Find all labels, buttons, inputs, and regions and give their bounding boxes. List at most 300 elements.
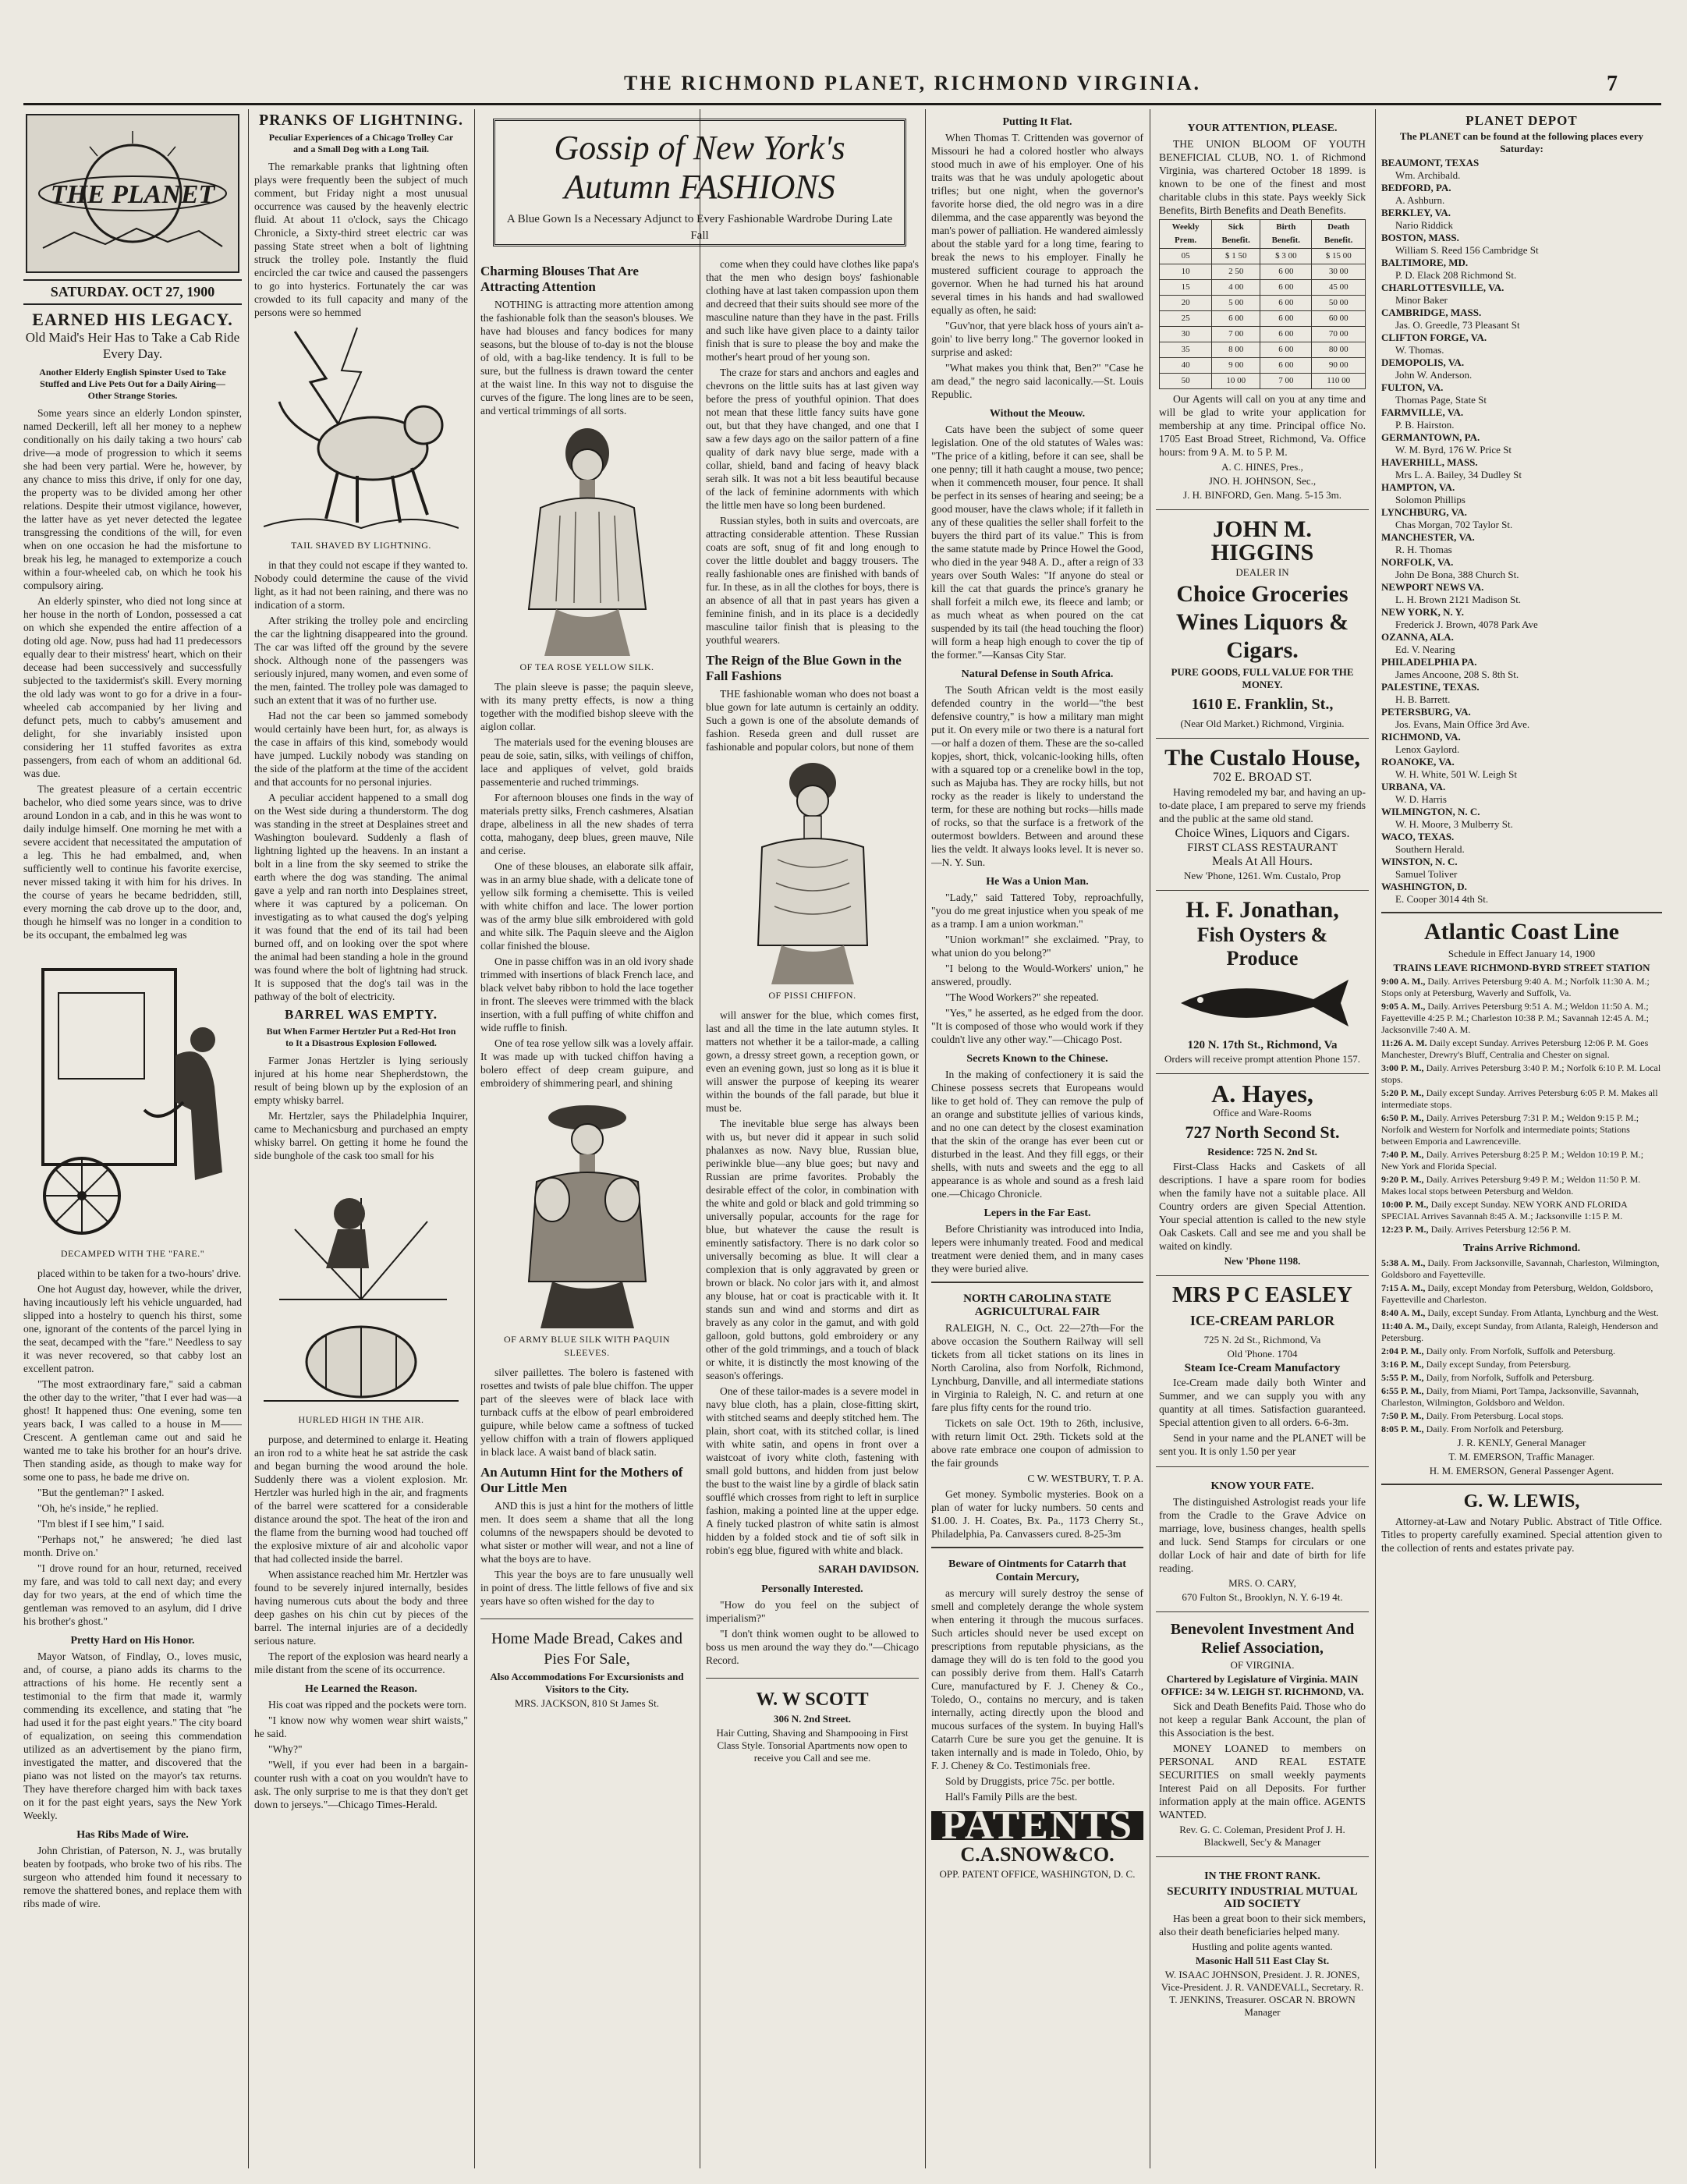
subheading: Pretty Hard on His Honor. [70, 1635, 195, 1647]
schedule-entry [1381, 1257, 1662, 1281]
depot-city: FULTON, VA. [1381, 381, 1444, 393]
table-cell: 60 00 [1312, 311, 1366, 327]
article-deck: But When Farmer Hertzler Put a Red-Hot Iron to It a Disastrous Explosion Followed. [266, 1026, 456, 1048]
ad-body: Ice-Cream made daily both Winter and Summer, and we can supply you with any quantity at all times. Satisfaction guaranteed. Special attention given to all orders. 6-6-3m. [1159, 1377, 1366, 1428]
union-bloom-club-ad [1156, 109, 1369, 510]
astrologist-ad [1156, 1467, 1369, 1612]
illustration-caption: OF TEA ROSE YELLOW SILK. [519, 661, 654, 672]
illustration-caption: TAIL SHAVED BY LIGHTNING. [291, 540, 431, 551]
table-cell: 6 00 [1260, 358, 1312, 374]
table-cell: 10 [1160, 264, 1212, 280]
schedule-entry [1381, 1087, 1662, 1111]
depot-agent: P. B. Hairston. [1395, 419, 1455, 431]
illustration-caption: HURLED HIGH IN THE AIR. [298, 1414, 424, 1425]
depot-city: DEMOPOLIS, VA. [1381, 356, 1465, 368]
schedule-entry [1381, 1346, 1662, 1357]
schedule-time: 3:00 P. M., [1381, 1062, 1427, 1073]
depot-agent: W. H. White, 501 W. Leigh St [1395, 768, 1517, 780]
subheading: Has Ribs Made of Wire. [76, 1829, 189, 1841]
paragraph: "Lady," said Tattered Toby, reproachfully, "you do me great injustice when you speak of me as a tramp. I am a union workman." [931, 892, 1143, 930]
schedule-text: Daily except Sunday. Arrives Petersburg 6:05 P. M. Makes all intermediate stops. [1381, 1087, 1658, 1110]
ad-address: MRS. JACKSON, 810 St James St. [515, 1697, 659, 1709]
schedule-time: 6:50 P. M., [1381, 1112, 1427, 1123]
schedule-entry [1381, 1321, 1662, 1344]
table-header: Death Benefit. [1312, 220, 1366, 249]
paragraph: The inevitable blue serge has always been with us, but never did it appear in such solid phalanxes as now. Navy blue, Russian blue, periwinkle blue—any blue goes; but navy and Russian are prime favorites. Probably the desirable effect of the color, in combination with the white and gold or black and gold trimming so universally popular, accounts for the rage for blue, but whatever the cause the result is eminently satisfactory. There is no dark color so universally becoming as blue. It will clear a complexion that is only aggravated by green or brown or black. No color jars with it, and almost any blouse, hat or coat is practicable with it. It stands sun and wind and storms and dirt as bravely as any color in the gamut, and with gold galloon, gold buttons, gold embroidery or any other of the gold trimmings, and a touch of black or white, it is distinctly the most knowing of the season's offerings. [706, 1118, 919, 1381]
schedule-text: Daily except Sunday. NEW YORK AND FLORIDA SPECIAL Arrives Savannah 8:45 A. M.; Jacksonville 1:15 P. M. [1381, 1199, 1628, 1221]
schedule-entry [1381, 1112, 1662, 1147]
depot-city: PHILADELPHIA PA. [1381, 656, 1477, 668]
railroad-officer: J. R. KENLY, General Manager [1457, 1437, 1586, 1448]
table-cell: 70 00 [1312, 327, 1366, 342]
table-cell: 35 [1160, 342, 1212, 358]
article-subdeck: Another Elderly English Spinster Used to Take Stuffed and Live Pets Out for a Daily Airing—Other Strange Stories. [39, 367, 226, 401]
paragraph: Get money. Symbolic mysteries. Book on a plan of water for lucky numbers. 50 cents and $1.00. J. H. Coates, Bx. Pa., 1173 Cherry St., Philadelphia, Pa. Canvassers cured. 8-25-3m [931, 1488, 1143, 1540]
ad-body: First-Class Hacks and Caskets of all descriptions. I have a spare room for bodies when the family have not a suitable place. All Country orders are given Special Attention. Your special attention is called to the new style Oak Caskets. Call and see me and you shall be waited on kindly. [1159, 1161, 1366, 1252]
schedule-time: 2:04 P. M., [1381, 1346, 1427, 1356]
paragraph: "I belong to the Would-Workers' union," he answered, proudly. [931, 963, 1143, 987]
table-row [1160, 327, 1366, 342]
notice-title: Beware of Ointments for Catarrh that Contain Mercury, [948, 1558, 1126, 1583]
ad-headline: G. W. LEWIS, [1463, 1491, 1580, 1512]
ad-body: The distinguished Astrologist reads your life from the Cradle to the Grave Advice on marriage, love, business changes, health spells and luck. Send Stamps for circulars or one dollar Lock of hair and date of birth for life reading. [1159, 1496, 1366, 1574]
arrivals-list [1381, 1257, 1662, 1435]
ad-address: 670 Fulton St., Brooklyn, N. Y. 6-19 4t. [1182, 1591, 1343, 1603]
depot-city: FARMVILLE, VA. [1381, 406, 1464, 418]
table-header: Birth Benefit. [1260, 220, 1312, 249]
depot-city: BEAUMONT, TEXAS [1381, 157, 1480, 168]
fashion-illustration-army-blue-silk [498, 1094, 677, 1328]
column-6-advertisements [1156, 109, 1369, 2168]
article-title: PRANKS OF LIGHTNING. [258, 112, 464, 129]
table-row [1160, 296, 1366, 311]
table-row [1160, 358, 1366, 374]
paragraph: Sold by Druggists, price 75c. per bottle. [945, 1775, 1115, 1787]
depot-city: WACO, TEXAS. [1381, 831, 1455, 842]
schedule-effective: Schedule in Effect January 14, 1900 [1448, 948, 1596, 959]
custalo-house-ad [1156, 739, 1369, 891]
column-divider [925, 109, 926, 2168]
table-cell: 25 [1160, 311, 1212, 327]
fashion-illustration-yellow-silk [498, 422, 677, 656]
column-4 [706, 257, 919, 2168]
paragraph: "Yes," he asserted, as he edged from the door. "It is composed of those who would work if they couldn't live any other way."—Chicago Post. [931, 1007, 1143, 1045]
schedule-text: Daily. Arrives Petersburg 8:25 P. M.; Weldon 10:19 P. M.; New York and Florida Special. [1381, 1149, 1644, 1172]
column-1 [23, 109, 242, 2168]
paragraph: in that they could not escape if they wanted to. Nobody could determine the cause of the vivid light, as it had not been raining, and there was no indication of a storm. [254, 559, 468, 611]
depot-agent: Lenox Gaylord. [1395, 743, 1460, 755]
article-deck: Peculiar Experiences of a Chicago Trolley Car and a Small Dog with a Long Tail. [268, 132, 454, 154]
ad-address: 727 North Second St. [1185, 1122, 1340, 1142]
depot-agent: Mrs L. A. Bailey, 34 Dudley St [1395, 469, 1522, 480]
paragraph: One in passe chiffon was in an old ivory shade trimmed with insertions of black French lace, and black velvet baby ribbon to hold the lace together in front. The sleeves were trimmed with the black insertion, with a full puffing of white chiffon and wide ruffle to finish. [480, 956, 693, 1034]
depot-agent: P. D. Elack 208 Richmond St. [1395, 269, 1517, 281]
depot-city: WILMINGTON, N. C. [1381, 806, 1480, 817]
table-row [1160, 264, 1366, 280]
paragraph: Had not the car been so jammed somebody would certainly have been hurt, for, as always is the case in affairs of this kind, somebody would have jumped. Luckily nobody was standing on the side of the platform at the time of the accident and that accounts for no personal injuries. [254, 710, 468, 788]
depot-city: URBANA, VA. [1381, 781, 1446, 792]
illustration-caption: OF ARMY BLUE SILK WITH PAQUIN SLEEVES. [503, 1334, 671, 1358]
paragraph: "The Wood Workers?" she repeated. [945, 991, 1099, 1003]
table-cell: 15 [1160, 280, 1212, 296]
schedule-text: Daily. Arrives Petersburg 9:51 A. M.; Weldon 11:50 A. M.; Fayetteville 4:25 P. M.; Charleston 10:38 P. M.; Savannah 12:45 A. M.; Jacksonville 7:40 A. M. [1381, 1001, 1649, 1035]
illustration-caption: DECAMPED WITH THE "FARE." [60, 1248, 205, 1259]
issue-date: SATURDAY. OCT 27, 1900 [23, 279, 242, 305]
depot-agent: John W. Anderson. [1395, 369, 1473, 381]
schedule-text: Daily. Arrives Petersburg 7:31 P. M.; Weldon 9:15 P. M.; Norfolk and Western for Norfolk and intermediate points; Stations between Emporia and Lawrenceville. [1381, 1112, 1639, 1147]
table-cell: 7 00 [1260, 374, 1312, 389]
ad-address: Masonic Hall 511 East Clay St. [1195, 1955, 1330, 1966]
table-cell: 7 00 [1212, 327, 1260, 342]
table-cell: 30 00 [1312, 264, 1366, 280]
depot-city: NEW YORK, N. Y. [1381, 606, 1464, 618]
fish-icon [1165, 972, 1360, 1034]
paragraph: One of these tailor-mades is a severe model in navy blue cloth, has a plain, close-fitting skirt, with stitched seams and deeply stitched hem. The plain, short coat, with its stitched collar, is lined with white satin, and opens in front over a waistcoat of ivory white cloth, fastening with small gold buttons, and hidden from just below the bust to the waist line by a girdle of black satin soufflé which crosses from right to left in surplice fashion, making a pointed line at the upper edge. A finely tucked plastron of white satin is almost hidden by a folded stock and tie of soft silk in robin's egg blue, figured with white and black. [706, 1385, 919, 1556]
table-row [1160, 374, 1366, 389]
depot-city: PETERSBURG, VA. [1381, 706, 1471, 718]
ad-signature: Rev. G. C. Coleman, President Prof J. H. Blackwell, Sec'y & Manager [1179, 1824, 1345, 1848]
paragraph: After striking the trolley pole and encircling the car the lightning disappeared into the ground. The car was lifted off the ground by the severe shock. Although none of the passengers was seriously injured, many women, and even some of the men, fainted. The trolley pole was damaged to such an extent that it was of no further use. [254, 615, 468, 706]
schedule-time: 12:23 P. M., [1381, 1224, 1431, 1235]
schedule-time: 5:38 A. M., [1381, 1257, 1428, 1268]
ad-body: THE UNION BLOOM OF YOUTH BENEFICIAL CLUB, NO. 1. of Richmond Virginia, was chartered October 18 1899. is known to be one of the finest and most charitable clubs in this state. Pays weekly Sick Benefits, Birth Benefits and Death Benefits. [1159, 138, 1366, 216]
ad-body: Hustling and polite agents wanted. [1192, 1941, 1333, 1952]
ad-body: Has been a great boon to their sick members, also their death beneficiaries helped many. [1159, 1913, 1366, 1938]
article-deck: Old Maid's Heir Has to Take a Cab Ride Every Day. [25, 330, 240, 361]
ad-goods: Choice Wines, Liquors and Cigars. [1175, 827, 1350, 840]
paragraph: "Guv'nor, that yere black hoss of yours ain't a-goin' to live berry long." The governor looked in surprise and asked: [931, 320, 1143, 358]
paragraph: "I'm blest if I see him," I said. [37, 1518, 165, 1530]
cab-illustration [27, 946, 238, 1243]
subheading: Without the Meouw. [989, 408, 1086, 420]
ad-body: Send in your name and the PLANET will be sent you. It is only 1.50 per year [1159, 1432, 1366, 1457]
schedule-text: Daily. From Jacksonville, Savannah, Charleston, Wilmington, Goldsboro and Fayetteville. [1381, 1257, 1660, 1280]
column-3 [480, 257, 693, 2168]
paragraph: "Oh, he's inside," he replied. [37, 1502, 159, 1514]
schedule-text: Daily, from Miami, Port Tampa, Jacksonville, Savannah, Charleston, Wilmington, Goldsboro and Weldon. [1381, 1385, 1639, 1408]
depot-agent: Thomas Page, State St [1395, 394, 1487, 406]
schedule-time: 10:00 P. M., [1381, 1199, 1431, 1210]
patents-ad [931, 1803, 1143, 1881]
ad-address: 120 N. 17th St., Richmond, Va [1187, 1039, 1338, 1051]
depot-city: HAMPTON, VA. [1381, 481, 1455, 493]
depot-agent: W. M. Byrd, 176 W. Price St [1395, 444, 1512, 456]
ad-headline: JOHN M. HIGGINS [1210, 516, 1314, 566]
schedule-text: Daily, except Sunday, from Atlanta, Raleigh, Henderson and Petersburg. [1381, 1321, 1658, 1343]
depot-agent: James Ancoone, 208 S. 8th St. [1395, 668, 1519, 680]
depot-agent: Samuel Toliver [1395, 868, 1458, 880]
schedule-time: 5:20 P. M., [1381, 1087, 1427, 1098]
depot-agent: L. H. Brown 2121 Madison St. [1395, 594, 1522, 605]
paragraph: "I drove round for an hour, returned, received my fare, and was told to call next day; and every day for two years, at the end of which time the gentleman was removed to an asylum, did I drive his brother's ghost." [23, 1562, 242, 1627]
ad-address: (Near Old Market.) Richmond, Virginia. [1180, 718, 1345, 729]
paragraph: "What makes you think that, Ben?" "Case he am dead," the negro said laconically.—St. Louis Republic. [931, 362, 1143, 400]
column-divider [474, 109, 475, 2168]
paragraph: Russian styles, both in suits and overcoats, are attracting considerable attention. These Russian coats are soft, snug of fit and long enough to cover the little doublet and baggy trousers. The really fashionable ones are finished with bands of fur. In these, as in all the clothes for boys, there is an absence of all that in past years has given a feminine finish, and in its place is a decidedly masculine tailor finish that is pleasing to the youthful wearers. [706, 515, 919, 646]
schedule-entry [1381, 1174, 1662, 1197]
paragraph: When Thomas T. Crittenden was governor of Missouri he had a colored hostler who always stood much in awe of his employer. One of his traits was that he was unduly apologetic about trifles; but one night, when the governor's favorite horse died, the old negro was in a dire dilemma, and the case apparently was beyond the man's power of palliation. He wandered aimlessly about the stable yard for a long time, fearing to break the news to his employer. Finally he mustered sufficient courage to approach the governor. When he had turned his hat around several times in his hands and had swallowed equally as often, he said: [931, 132, 1143, 316]
table-cell: 45 00 [1312, 280, 1366, 296]
subheading: He Learned the Reason. [305, 1683, 417, 1695]
schedule-text: Daily. From Norfolk and Petersburg. [1426, 1424, 1564, 1434]
depot-city: BALTIMORE, MD. [1381, 257, 1469, 268]
ad-goods: Fish Oysters & Produce [1196, 924, 1328, 970]
table-cell: 10 00 [1212, 374, 1260, 389]
paragraph: A peculiar accident happened to a small dog on the West side during a thunderstorm. The dog was standing in the street at Desplaines street and Washington boulevard. Suddenly a flash of lightning lighted up the heavens. In an instant a bolt in a line from the sky seemed to strike the earth where the dog was standing. The animal gave a yelp and ran north into Desplaines street, where it was captured by a policeman. On investigating as to what caused the dog's yelping it was found that the end of its tail had been burned off, and on looking over the spot where the animal had been standing a hole in the ground was found where the bolt of lightning had struck. It is supposed that the dog's tail was in the pathway of the bolt of electricity. [254, 792, 468, 1002]
column-5 [931, 109, 1143, 2168]
paragraph: One of tea rose yellow silk was a lovely affair. It was made up with tucked chiffon having a bolero effect of deep cream guipure, and embroidery of shimmering pearl, and shining [480, 1037, 693, 1089]
column-divider [1375, 109, 1376, 2168]
masthead-lettering: THE PLANET [50, 180, 215, 209]
depot-agent: E. Cooper 3014 4th St. [1395, 893, 1489, 905]
paragraph: In the making of confectionery it is said the Chinese possess secrets that Europeans would like to get hold of. They can remove the pulp of an orange and substitute jellies of various kinds, and no one can detect by the closest examination that the skin of the orange has ever been cut or disturbed in the least. And they fill eggs, or their shells, with nuts and sweets and the egg to all appearance is as whole and sound as a fresh laid one.—Chicago Chronicle. [931, 1069, 1143, 1200]
table-row [1160, 342, 1366, 358]
schedule-entry [1381, 976, 1662, 999]
depot-agent: Jos. Evans, Main Office 3rd Ave. [1395, 718, 1530, 730]
ad-signature: MRS. O. CARY, [1228, 1577, 1296, 1589]
masthead-logo [26, 114, 239, 273]
depot-title: PLANET DEPOT [1465, 113, 1578, 128]
ad-address: 306 N. 2nd Street. [773, 1713, 852, 1725]
header-rule [23, 103, 1661, 105]
schedule-entry [1381, 1282, 1662, 1306]
table-cell: 90 00 [1312, 358, 1366, 374]
paragraph: Farmer Jonas Hertzler is lying seriously injured at his home near Shepherdstown, the result of being blown up by the explosion of an empty whisky barrel. [254, 1055, 468, 1106]
table-cell: 8 00 [1212, 342, 1260, 358]
depot-agent: Nario Riddick [1395, 219, 1454, 231]
ad-body: Also Accommodations For Excursionists and Visitors to the City. [490, 1671, 684, 1695]
paragraph: Before Christianity was introduced into India, lepers were inhumanly treated. Food and medical treatment were denied them, and in many cases they were buried alive. [931, 1223, 1143, 1275]
fashion-box-deck: A Blue Gown Is a Necessary Adjunct to Every Fashionable Wardrobe During Late Fall [506, 213, 893, 242]
depot-city: HAVERHILL, MASS. [1381, 456, 1478, 468]
schedule-text: Daily, from Norfolk, Suffolk and Petersburg. [1426, 1372, 1594, 1383]
schedule-entry [1381, 1385, 1662, 1409]
ad-phone: New 'Phone 1198. [1224, 1255, 1301, 1267]
depot-agent: Solomon Phillips [1395, 494, 1465, 505]
ad-goods: Steam Ice-Cream Manufactory [1184, 1362, 1341, 1374]
benevolent-association-ad [1156, 1612, 1369, 1857]
paragraph: Hall's Family Pills are the best. [945, 1791, 1078, 1803]
schedule-text: Daily. Arrives Petersburg 9:40 A. M.; Norfolk 11:30 A. M.; Stops only at Petersburg, Waverly and Suffolk, Va. [1381, 976, 1650, 998]
ad-label: ICE-CREAM PARLOR [1189, 1313, 1335, 1328]
depot-city: PALESTINE, TEXAS. [1381, 681, 1480, 693]
depot-city: BOSTON, MASS. [1381, 232, 1459, 243]
table-row [1160, 311, 1366, 327]
departures-list [1381, 976, 1662, 1236]
table-cell: 05 [1160, 249, 1212, 264]
depot-intro: The PLANET can be found at the following places every Saturday: [1399, 130, 1644, 154]
table-header: Sick Benefit. [1212, 220, 1260, 249]
ad-label: SECURITY INDUSTRIAL MUTUAL AID SOCIETY [1167, 1885, 1358, 1910]
ad-tagline: PURE GOODS, FULL VALUE FOR THE MONEY. [1171, 666, 1354, 690]
depot-agent: Frederick J. Brown, 4078 Park Ave [1395, 619, 1538, 630]
paragraph: The greatest pleasure of a certain eccentric bachelor, who died some years since, was to drive around London in a cab, and in this he was wont to daily indulge himself. One morning he met with a severe accident that necessitated the amputation of a leg. This he had embalmed, and, when sufficiently well to continue his favorite exercise, never missed taking it with him for his drives. In the course of years he became bedridden, still, every morning the cab drove up to the door, and, though he himself was no longer in a condition to be its occupant, the embalmed leg was [23, 783, 242, 941]
table-cell: 6 00 [1260, 311, 1312, 327]
ad-goods: Choice Groceries Wines Liquors & Cigars. [1175, 581, 1349, 663]
table-cell: 4 00 [1212, 280, 1260, 296]
schedule-text: Daily except Sunday. Arrives Petersburg 12:06 P. M. Goes Manchester, Drewry's Bluff, Centralia and Chester on signal. [1381, 1037, 1649, 1060]
paragraph: silver paillettes. The bolero is fastened with rosettes and twists of pale blue chiffon. The upper part of the sleeves were of black lace with turnback cuffs at the elbow of pearl embroidered guipure, while below came a softness of tucked yellow chiffon with a train of flowers appliqued in black lace. A waist band of black satin. [480, 1367, 693, 1458]
table-cell: 6 00 [1260, 342, 1312, 358]
railroad-officer: H. M. EMERSON, General Passenger Agent. [1429, 1465, 1614, 1477]
ad-signature: JNO. H. JOHNSON, Sec., [1208, 475, 1317, 487]
paragraph: NOTHING is attracting more attention among the fashionable folk than the season's blouses. We have had blouses and fancy bodices for many seasons, but the blouse of to-day is not the blouse of old, with a bag-like tendency. It is full to be sure, but the fullness is drawn toward the center at the waist line. In this way not to disguise the curves of the figure. The long lines are to be seen, and vertical trimmings of all sorts. [480, 299, 693, 417]
fashion-feature-box [477, 115, 922, 253]
article-title: An Autumn Hint for the Mothers of Our Little Men [480, 1465, 683, 1495]
depot-city: CAMBRIDGE, MASS. [1381, 307, 1482, 318]
paragraph: purpose, and determined to enlarge it. Heating an iron rod to a white heat he sat astride the cask and began burning the wood around the hole. Suddenly there was a violent explosion. Mr. Hertzler was hurled high in the air, and fragments of the barrel were scattered for a considerable distance around the spot. The heat of the iron and the flame from the burning wood had touched off the explosive mixture of air and alcoholic vapor that had collected inside the barrel. [254, 1434, 468, 1565]
ad-headline: H. F. Jonathan, [1186, 897, 1339, 923]
depot-agent: W. D. Harris [1395, 793, 1447, 805]
depot-list [1381, 157, 1662, 906]
table-cell: 50 [1160, 374, 1212, 389]
paragraph: When assistance reached him Mr. Hertzler was found to be severely injured internally, besides having numerous cuts about the body and three deep gashes on his chin cut by pieces of the barrel. The internal injuries are of a decidedly serious nature. [254, 1569, 468, 1647]
paragraph: One of these blouses, an elaborate silk affair, was in an army blue shade, with a delicate tone of yellow silk forming a chemisette. This is veiled with white chiffon and lace. The lower portion was of the army blue silk embroidered with gold and white silk. The Paquin sleeve and the Aiglon collar finished the blouse. [480, 860, 693, 952]
depot-city: BEDFORD, PA. [1381, 182, 1451, 193]
depot-agent: William S. Reed 156 Cambridge St [1395, 244, 1539, 256]
barrel-explosion-illustration [264, 1167, 459, 1409]
ad-address: 1610 E. Franklin, St., [1191, 696, 1334, 713]
paragraph: The South African veldt is the most easily defended country in the world—"the best defensive country," is how a military man might put it. On every mile or two there is a natural fort—or half a dozen of them. These are the so-called kopjes, short, thick, volcanic-looking hills, often with a squared top or a crenelike bowl in the top, such as Majuba has. They are rocky hills, but not rocky as the reader is likely to understand the term, for these are nothing but rocks—hills made of rocks, so that the surface is a fretwork of the outermost bowlders. Between and around these lies the veldt. It always looks level. It is never so.—N. Y. Sun. [931, 684, 1143, 868]
running-title: THE RICHMOND PLANET, RICHMOND VIRGINIA. [623, 72, 1202, 94]
schedule-text: Daily, except Monday from Petersburg, Weldon, Goldsboro, Fayetteville and Charleston. [1381, 1282, 1653, 1305]
column-2 [254, 109, 468, 2168]
schedule-time: 9:05 A. M., [1381, 1001, 1428, 1012]
table-cell: 9 00 [1212, 358, 1260, 374]
ad-headline: Home Made Bread, Cakes and Pies For Sale, [491, 1630, 682, 1668]
fashion-box-frame [493, 119, 906, 246]
ad-signature: W. ISAAC JOHNSON, President. J. R. JONES, Vice-President. J. R. VANDEVALL, Secretary. R. T. JENKINS, Treasurer. OSCAR N. BROWN Manager [1161, 1969, 1364, 2018]
ad-headline: IN THE FRONT RANK. [1204, 1870, 1320, 1882]
article-title: The Reign of the Blue Gown in the Fall Fashions [706, 653, 902, 683]
ad-body: Having remodeled my bar, and having an up-to-date place, I am prepared to serve my friends and the public at the same old stand. [1159, 786, 1366, 824]
higgins-ad [1156, 510, 1369, 739]
ad-label: Office and Ware-Rooms [1213, 1107, 1312, 1119]
ad-body: Orders will receive prompt attention Phone 157. [1164, 1053, 1360, 1065]
schedule-entry [1381, 1372, 1662, 1384]
paragraph: "Perhaps not," he answered; 'he died last month. Drive on.' [23, 1533, 242, 1558]
schedule-entry [1381, 1062, 1662, 1086]
hayes-ad [1156, 1074, 1369, 1276]
paragraph: John Christian, of Paterson, N. J., was brutally beaten by footpads, who broke two of his ribs. The surgeon who attended him found it necessary to remove the shattered bones, and replace them with ribs made of wire. [23, 1845, 242, 1909]
depot-agent: W. Thomas. [1395, 344, 1444, 356]
schedule-entry [1381, 1001, 1662, 1036]
paragraph: The craze for stars and anchors and eagles and chevrons on the little suits has at last given way before the press of youthful opinion. That does not mean that these little fancy suits have gone out, but that they have changed, and one that I saw a few days ago on the sailor pattern of a fine quality of dark navy blue serge, made with a collar, shield, band and facing of heavy black serah silk. It was not a bit less beautiful because of the lack of feminine adornments with which the little men have so long been burdened. [706, 367, 919, 511]
patents-banner: PATENTS [931, 1811, 1143, 1840]
ad-label: DEALER IN [1235, 566, 1289, 578]
schedule-time: 11:26 A. M. [1381, 1037, 1430, 1048]
ad-body: Sick and Death Benefits Paid. Those who do not keep a regular Bank Account, the plan of this Association is the best. [1159, 1700, 1366, 1739]
schedule-time: 9:00 A. M., [1381, 976, 1428, 987]
catarrh-notice [931, 1547, 1143, 1803]
table-cell: 6 00 [1260, 264, 1312, 280]
ad-body: Attorney-at-Law and Notary Public. Abstract of Title Office. Titles to property carefully examined. Special attention given to the collection of rents and estates private pay. [1381, 1516, 1662, 1554]
schedule-entry [1381, 1199, 1662, 1222]
schedule-entry [1381, 1410, 1662, 1422]
article-title: EARNED HIS LEGACY. [32, 310, 233, 329]
subheading: He Was a Union Man. [986, 876, 1089, 888]
paragraph: RALEIGH, N. C., Oct. 22—27th—For the above occasion the Southern Railway will sell tickets from all ticket stations on its lines in North Carolina, also from Norfolk, Richmond, Lynchburg, Danville, and all intermediate stations in Virginia to Raleigh, N. C. and return at one fare plus fifty cents for the round trio. [931, 1322, 1143, 1413]
planet-masthead-illustration [27, 115, 238, 271]
paragraph: Mr. Hertzler, says the Philadelphia Inquirer, came to Mechanicsburg and purchased an empty whisky barrel. On getting it home he found the side bunghole of the cask too small for his [254, 1110, 468, 1161]
depot-agent: Southern Herald. [1395, 843, 1465, 855]
ad-headline: KNOW YOUR FATE. [1210, 1480, 1314, 1492]
depot-city: NORFOLK, VA. [1381, 556, 1454, 568]
schedule-entry [1381, 1424, 1662, 1435]
schedule-text: Daily, except Sunday. From Atlanta, Lynchburg and the West. [1427, 1307, 1659, 1318]
table-cell: 6 00 [1212, 311, 1260, 327]
paragraph: Cats have been the subject of some queer legislation. One of the old statutes of Wales was: "The price of a kitling, before it can see, shall be one penny; till it hath caught a mouse, two pence; when it commenceth mouser, four pence. It shall be perfect in its senses of hearing and seeing; be a good mouser, have the claws whole; if it falleth in any of these qualities the seller shall forfeit to the buyers the third part of its value." This is from the same statute made by Prince Howel the Good, who died in the year 948 A. D., after a reign of 33 years over South Wales: "If anyone do steal or kill the cat that guards the prince's granary he shall forfeit a milch ewe, its fleece and lamb; or as much wheat as when poured on the cat suspended by its tail (the head touching the floor) will form a heap high enough to cover the tip of the former."—Kansas City Star. [931, 424, 1143, 661]
depot-agent: John De Bona, 388 Church St. [1395, 569, 1519, 580]
table-cell: 50 00 [1312, 296, 1366, 311]
table-cell: 6 00 [1260, 296, 1312, 311]
paragraph: THE fashionable woman who does not boast a blue gown for late autumn is certainly an oddity. Such a gown is one of the absolute demands of fashion. Reseda green and dull russet are fashionable and popular colors, but none of them [706, 688, 919, 753]
column-divider [248, 109, 249, 2168]
ad-headline: The Custalo House, [1164, 745, 1360, 771]
paragraph: Tickets on sale Oct. 19th to 26th, inclusive, with return limit Oct. 29th. Tickets sold at the above rate embrace one coupon of admission to the fair grounds [931, 1417, 1143, 1469]
schedule-entry [1381, 1037, 1662, 1061]
paragraph: The materials used for the evening blouses are peau de soie, satin, silks, with veilings of chiffon, lace and appliques of velvet, gold braids passementerie and ruched trimmings. [480, 736, 693, 788]
column-7 [1381, 109, 1662, 2168]
schedule-time: 6:55 P. M., [1381, 1385, 1427, 1396]
paragraph: This year the boys are to fare unusually well in point of dress. The little fellows of five and six years have so often wished for the day to [480, 1569, 693, 1607]
table-cell: 40 [1160, 358, 1212, 374]
schedule-text: Daily. Arrives Petersburg 9:49 P. M.; Weldon 11:50 P. M. Makes local stops between Petersburg and Weldon. [1381, 1174, 1641, 1197]
subheading: Putting It Flat. [1002, 116, 1072, 128]
benefits-table [1159, 219, 1366, 389]
ad-signature: A. C. HINES, Pres., [1221, 461, 1303, 473]
depot-agent: Ed. V. Nearing [1395, 644, 1455, 655]
depot-city: WASHINGTON, D. [1381, 881, 1467, 892]
ad-headline: A. Hayes, [1211, 1080, 1313, 1108]
signature: C W. WESTBURY, T. P. A. [1027, 1473, 1143, 1484]
table-cell: $ 1 50 [1212, 249, 1260, 264]
bakery-ad [480, 1618, 693, 1710]
railroad-title: Atlantic Coast Line [1424, 919, 1619, 945]
table-cell: 110 00 [1312, 374, 1366, 389]
ad-headline: Benevolent Investment And Relief Association, [1170, 1621, 1355, 1657]
paragraph: "Union workman!" she exclaimed. "Pray, to what union do you belong?" [931, 934, 1143, 959]
paragraph: For afternoon blouses one finds in the way of materials pretty silks, French cashmeres, Alsatian drape, albeliness in all the new shades of terra cotta, mahogany, deep blues, green mauve, Nile and cerise. [480, 792, 693, 856]
paragraph: come when they could have clothes like papa's that the men who design boys' fashionable clothing have at last taken compassion upon them and decreed that their suits should see more of the masculine nature than they have in the past. Frills and such like have given place to a dainty tailor finish that is sure to please the boy and make the mother's heart proud of her young son. [706, 258, 919, 363]
table-cell: $ 3 00 [1260, 249, 1312, 264]
depot-city: CLIFTON FORGE, VA. [1381, 332, 1487, 343]
patents-address: OPP. PATENT OFFICE, WASHINGTON, D. C. [939, 1868, 1136, 1880]
paragraph: Mayor Watson, of Findlay, O., loves music, and, of course, a piano adds its charms to the attractions of his home. He recently sent a testimonial to the firm that made it, warmly commending its excellence, and stating that "he had used it for the past eight years." The city board of equalization, on seeing this commendation utilized as an advertisement by the piano firm, investigated the matter, and discovered that the piano was not listed on the mayor's tax returns. They have therefore charged him with back taxes on it for the past eight years, says the New York Weekly. [23, 1650, 242, 1821]
paragraph: "The most extraordinary fare," said a cabman the other day to the writer, "that I ever had was—a ghost! It happened thus: One evening, some ten years back, I was called to a house in M—— Crescent. A gentleman came out and said he wanted me to take his brother for an hour's drive. Then standing aside, as though to make way for some one to pass, he bade me drive on. [23, 1378, 242, 1483]
schedule-entry [1381, 1149, 1662, 1172]
schedule-time: 5:55 P. M., [1381, 1372, 1427, 1383]
schedule-entry [1381, 1359, 1662, 1370]
byline: SARAH DAVIDSON. [818, 1564, 919, 1576]
security-mutual-aid-ad [1156, 1857, 1369, 2026]
lewis-attorney-ad [1381, 1484, 1662, 1555]
atlantic-coast-line-schedule [1381, 912, 1662, 1477]
barber-ad [706, 1678, 919, 1764]
notice-title: NORTH CAROLINA STATE AGRICULTURAL FAIR [963, 1292, 1111, 1318]
depot-agent: Jas. O. Greedle, 73 Pleasant St [1395, 319, 1520, 331]
table-cell: 6 00 [1260, 280, 1312, 296]
depot-agent: H. B. Barrett. [1395, 693, 1451, 705]
schedule-heading: TRAINS LEAVE RICHMOND-BYRD STREET STATION [1393, 962, 1650, 973]
table-cell: 30 [1160, 327, 1212, 342]
schedule-text: Daily except Sunday, from Petersburg. [1426, 1359, 1572, 1370]
depot-city: RICHMOND, VA. [1381, 731, 1461, 743]
paragraph: placed within to be taken for a two-hours' drive. [37, 1268, 242, 1279]
table-row [1160, 280, 1366, 296]
schedule-time: 7:40 P. M., [1381, 1149, 1427, 1160]
table-cell: $ 15 00 [1312, 249, 1366, 264]
